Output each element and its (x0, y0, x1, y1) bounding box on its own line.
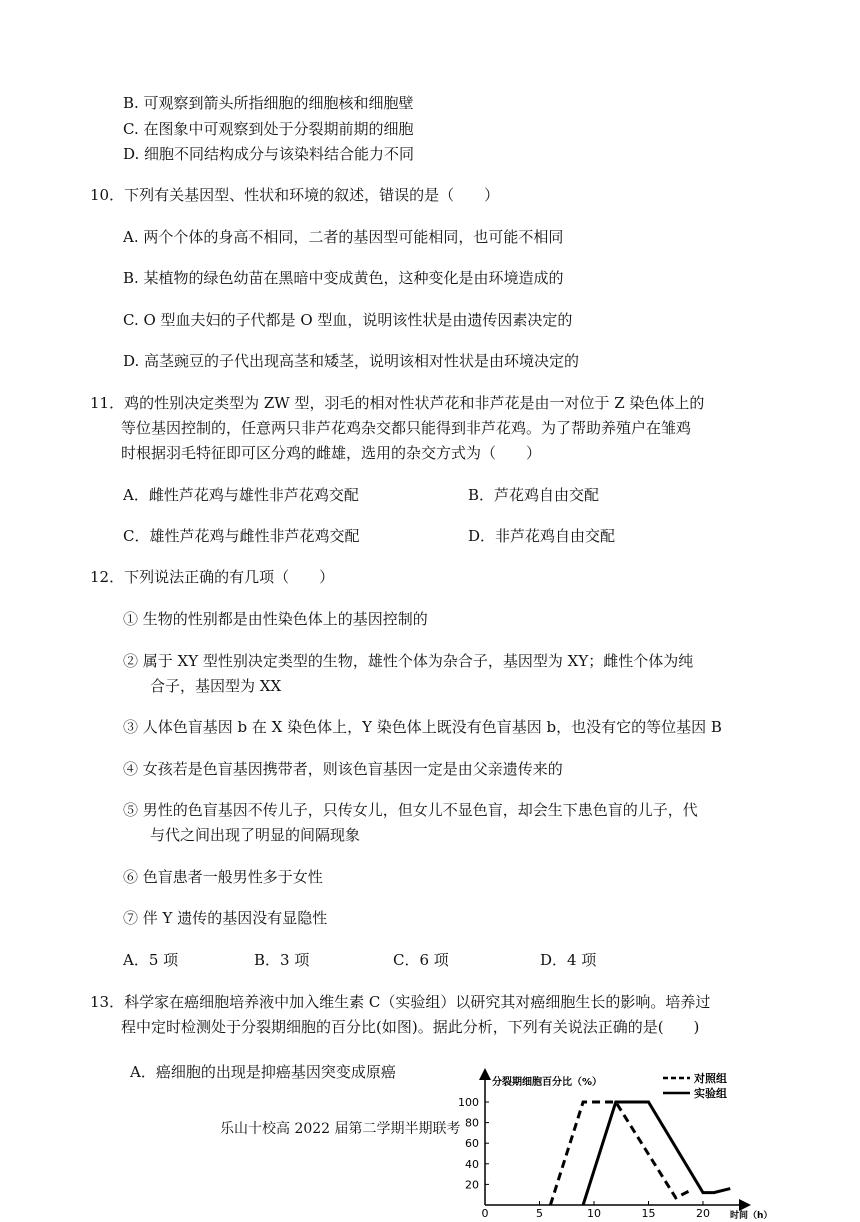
q12-statement-1: ① 生物的性别都是由性染色体上的基因控制的 (123, 610, 428, 628)
q11-option-b: B．芦花鸡自由交配 (468, 486, 600, 504)
q13-option-a: A．癌细胞的出现是抑癌基因突变成原癌 (130, 1063, 396, 1081)
experimental-group-line (583, 1102, 730, 1205)
q10-option-c: C. O 型血夫妇的子代都是 O 型血，说明该性状是由遗传因素决定的 (123, 311, 573, 329)
page-footer: 乐山十校高 2022 届第二学期半期联考 (220, 1121, 461, 1137)
q10-option-d: D. 高茎豌豆的子代出现高茎和矮茎，说明该相对性状是由环境决定的 (123, 352, 580, 370)
control-group-line (550, 1102, 692, 1205)
q12-statement-7: ⑦ 伴 Y 遗传的基因没有显隐性 (123, 909, 328, 927)
x-tick-label: 5 (536, 1207, 543, 1220)
x-tick-label: 10 (587, 1207, 601, 1220)
q13-stem-line1: 13．科学家在癌细胞培养液中加入维生素 C（实验组）以研究其对癌细胞生长的影响。培养过 (90, 993, 711, 1011)
q11-option-a: A．雌性芦花鸡与雄性非芦花鸡交配 (123, 486, 359, 504)
y-axis-label: 分裂期细胞百分比（%） (492, 1077, 603, 1088)
legend-label: 实验组 (694, 1087, 727, 1100)
q12-option-c: C．6 项 (393, 951, 449, 969)
q12-option-d: D．4 项 (540, 951, 597, 969)
q13-stem-line2: 程中定时检测处于分裂期细胞的百分比(如图)。据此分析，下列有关说法正确的是( ) (121, 1018, 700, 1036)
y-tick-label: 80 (465, 1116, 479, 1130)
q12-statement-2-cont: 合子，基因型为 XX (150, 677, 282, 695)
q11-option-d: D．非芦花鸡自由交配 (468, 527, 616, 545)
q12-statement-4: ④ 女孩若是色盲基因携带者，则该色盲基因一定是由父亲遗传来的 (123, 760, 563, 778)
chart-lines (550, 1102, 730, 1205)
q12-stem: 12．下列说法正确的有几项（ ） (90, 568, 335, 586)
q11-stem-line1: 11．鸡的性别决定类型为 ZW 型，羽毛的相对性状芦花和非芦花是由一对位于 Z 染色体上的 (90, 394, 705, 412)
y-tick-label: 40 (465, 1157, 479, 1171)
q9-option-d: D. 细胞不同结构成分与该染料结合能力不同 (123, 145, 415, 163)
q10-option-b: B. 某植物的绿色幼苗在黑暗中变成黄色，这种变化是由环境造成的 (123, 269, 564, 287)
q9-option-c: C. 在图象中可观察到处于分裂期前期的细胞 (123, 120, 414, 138)
legend-label: 对照组 (694, 1072, 727, 1085)
chart-legend (663, 1071, 727, 1100)
q11-stem-line2: 等位基因控制的，任意两只非芦花鸡杂交都只能得到非芦花鸡。为了帮助养殖户在雏鸡 (121, 419, 692, 437)
y-tick-label: 20 (465, 1178, 479, 1192)
x-tick-label: 20 (696, 1207, 710, 1220)
x-tick-label: 15 (641, 1207, 656, 1220)
q10-option-a: A. 两个个体的身高不相同，二者的基因型可能相同，也可能不相同 (123, 228, 564, 246)
q12-option-a: A．5 项 (123, 951, 179, 969)
q12-statement-6: ⑥ 色盲患者一般男性多于女性 (123, 868, 323, 886)
q10-stem: 10．下列有关基因型、性状和环境的叙述，错误的是（ ） (90, 186, 500, 204)
q12-option-b: B．3 项 (254, 951, 310, 969)
q12-statement-5: ⑤ 男性的色盲基因不传儿子，只传女儿，但女儿不显色盲，却会生下患色盲的儿子，代 (123, 801, 698, 819)
q11-option-c: C．雄性芦花鸡与雌性非芦花鸡交配 (123, 527, 360, 545)
x-tick-label: 0 (481, 1207, 489, 1220)
q12-statement-2: ② 属于 XY 型性别决定类型的生物，雄性个体为杂合子，基因型为 XY；雌性个体为纯 (123, 652, 694, 670)
q12-statement-5-cont: 与代之间出现了明显的间隔现象 (150, 826, 361, 844)
q9-option-b: B. 可观察到箭头所指细胞的细胞核和细胞壁 (123, 94, 414, 112)
x-axis-label: 时间（h） (730, 1211, 773, 1221)
q12-statement-3: ③ 人体色盲基因 b 在 X 染色体上，Y 染色体上既没有色盲基因 b，也没有它的等位基因 B (123, 718, 722, 736)
q11-stem-line3: 时根据羽毛特征即可区分鸡的雌雄，选用的杂交方式为（ ） (121, 444, 542, 462)
y-tick-label: 100 (458, 1096, 479, 1109)
y-tick-label: 60 (465, 1137, 479, 1151)
